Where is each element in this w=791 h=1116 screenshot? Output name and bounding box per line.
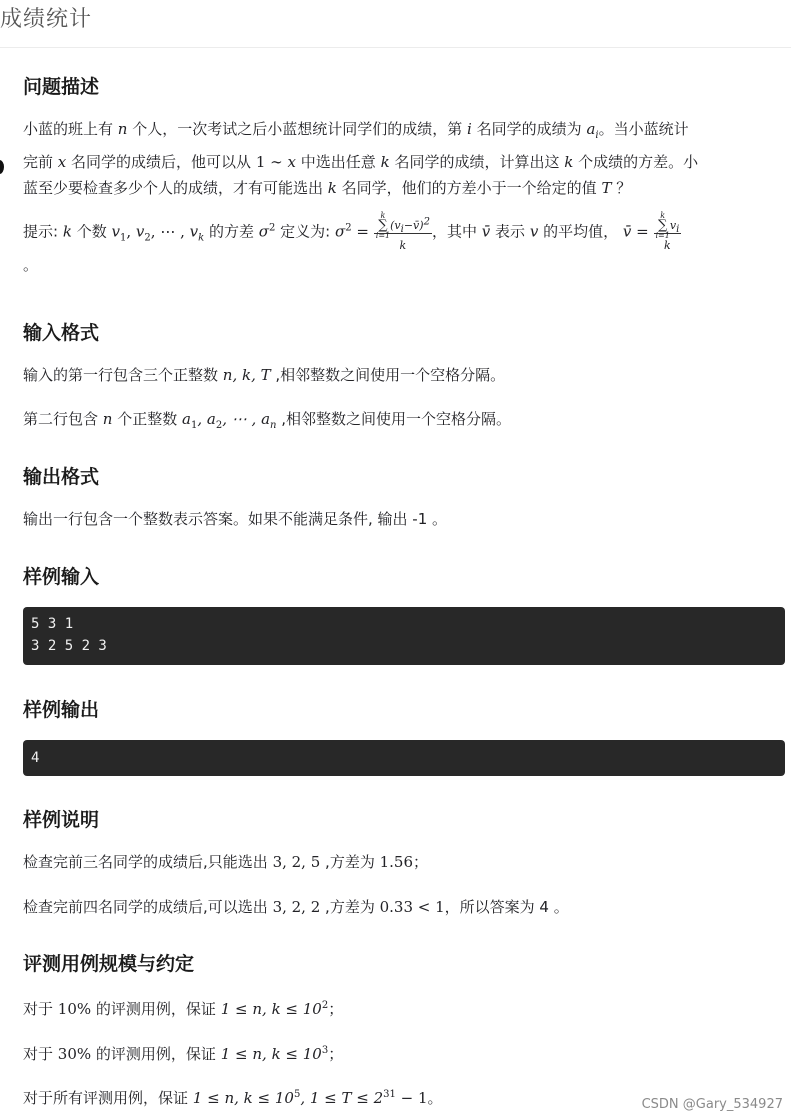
constraint-10pct: 对于 10% 的评测用例，保证 1 ≤ n, $k \le 10^2$； [23,1000,344,1018]
input-format-line1: 输入的第一行包含三个正整数 n, k, T ,相邻整数之间使用一个空格分隔。 [23,366,506,384]
problem-heading: 问题描述 [23,76,100,98]
code-line: 3 2 5 2 3 [31,638,107,654]
input-format-line2: 第二行包含 n 个正整数 $a_1$, $a_2$, ⋯ , $a_n$ ,相邻整数之间使用一个空格分隔。 [23,410,512,431]
constraint-30pct: 对于 30% 的评测用例，保证 1 ≤ n, $k \le 10^3$； [23,1045,344,1063]
code-line: 5 3 1 [31,616,74,632]
constraints-heading: 评测用例规模与约定 [23,953,195,975]
sample-explain-line1: 检查完前三名同学的成绩后,只能选出 3, 2, 5 ,方差为 1.56； [23,853,429,871]
csdn-watermark: CSDN @Gary_534927 [641,1097,783,1112]
problem-paragraph: 小蓝的班上有 n 个人，一次考试之后小蓝想统计同学们的成绩，第 i 名同学的成绩为 $a_i$。当小蓝统计 完前 x 名同学的成绩后，他可以从 1 ∼ x 中选出任意 k 名同学的成绩，计算出这 k 个成绩的方差。小 蓝至少要检查多少个人的成绩，才有可能选出 k 名同学，他们的方差小于一个给定的值 T ？ [23,120,699,197]
sample-output-heading: 样例输出 [23,699,100,721]
page-title: 成绩统计 [0,7,93,32]
sample-explain-heading: 样例说明 [23,809,100,831]
output-format-heading: 输出格式 [23,466,100,488]
side-marker [0,160,4,174]
variance-hint: 提示: k 个数 $v_1$, $v_2$, ⋯ , $v_k$ 的方差 $\sigma^2$ 定义为: $\sigma^2$ = k ∑ i=1 $(v_i-v̄)^2$ k，其中 v̄ 表示 v 的平均值， v̄ = k ∑ i=1 $v_i$ k 。 [23,211,680,274]
code-line: 4 [31,750,40,766]
sample-input-code [23,607,785,665]
sample-input-heading: 样例输入 [23,566,100,588]
variance-fraction: k ∑ i=1 $(v_i-v̄)^2$ k [375,211,430,252]
mean-fraction: k ∑ i=1 $v_i$ k [655,211,680,252]
constraint-all: 对于所有评测用例，保证 1 ≤ n, $k \le 10^5$, $1 \le T \le 2^{31} - 1$。 [23,1089,443,1107]
title-divider [0,47,791,48]
input-format-heading: 输入格式 [23,322,100,344]
sample-explain-line2: 检查完前四名同学的成绩后,可以选出 3, 2, 2 ,方差为 0.33 < 1，所以答案为 4 。 [23,898,569,916]
sample-output-code [23,740,785,776]
output-format-line: 输出一行包含一个整数表示答案。如果不能满足条件, 输出 -1 。 [23,510,448,528]
